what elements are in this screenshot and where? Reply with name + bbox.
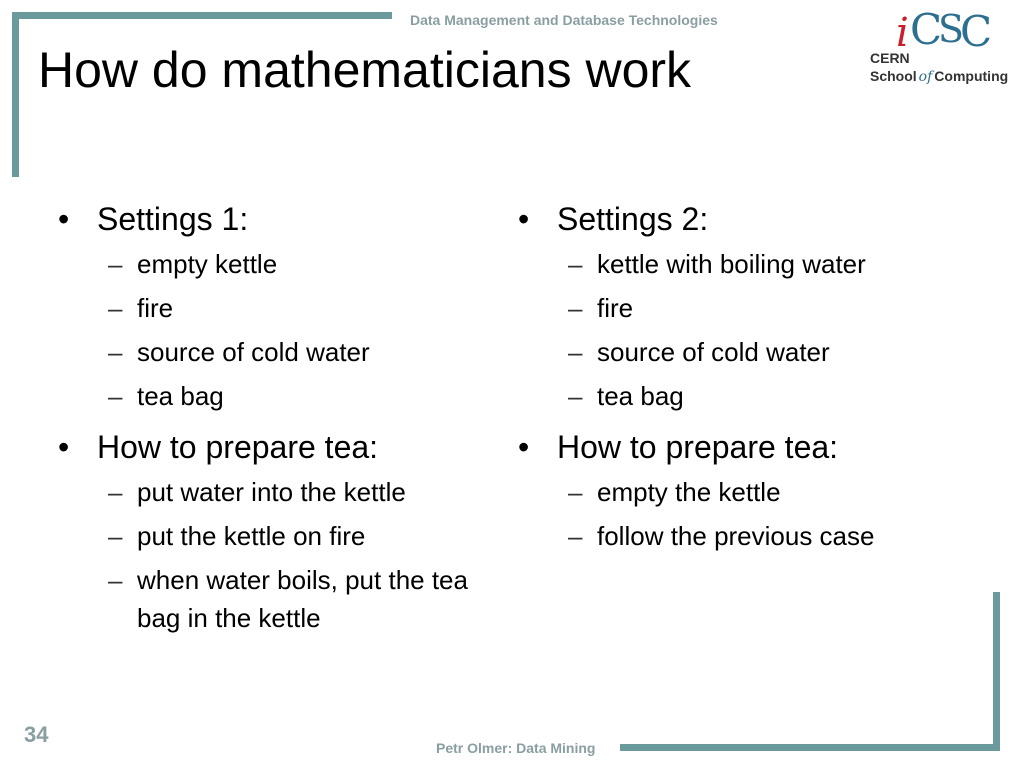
bullet-settings-2	[518, 197, 958, 241]
dash-icon: –	[568, 337, 583, 367]
list-item: – tea bag	[58, 377, 498, 415]
dash-icon: –	[568, 477, 583, 507]
page-number: 34	[24, 722, 49, 747]
dash-icon: –	[568, 381, 583, 411]
footer-author: Petr Olmer: Data Mining	[436, 740, 596, 756]
dash-icon: –	[108, 477, 123, 507]
list-item: – put the kettle on fire	[58, 517, 498, 555]
list-item: – source of cold water	[58, 333, 498, 371]
list-item: – tea bag	[518, 377, 958, 415]
logo-school-text	[870, 68, 1008, 85]
steps-list	[518, 473, 958, 555]
icsc-logo	[862, 4, 1014, 88]
list-item: – when water boils, put the tea bag in the kettle	[58, 561, 497, 637]
bullet-dot-icon: •	[518, 429, 530, 465]
bullet-how-to-prepare-1	[58, 425, 498, 469]
left-column	[58, 197, 498, 647]
slide-title: How do mathematicians work	[38, 42, 692, 98]
svg-text:C: C	[960, 7, 993, 54]
bullet-dot-icon: •	[58, 201, 70, 237]
logo-cern-text: CERN	[870, 50, 910, 66]
list-item: – follow the previous case	[518, 517, 958, 555]
dash-icon: –	[568, 521, 583, 551]
settings-list	[518, 245, 958, 415]
course-header: Data Management and Database Technologies	[410, 12, 718, 28]
frame-top-bar	[12, 12, 392, 19]
list-item: – empty kettle	[58, 245, 498, 283]
svg-text:i: i	[896, 10, 909, 54]
dash-icon: –	[108, 293, 123, 323]
list-item: – source of cold water	[518, 333, 958, 371]
bullet-dot-icon: •	[58, 429, 70, 465]
right-column	[518, 197, 958, 565]
list-item: – empty the kettle	[518, 473, 958, 511]
dash-icon: –	[568, 249, 583, 279]
dash-icon: –	[108, 381, 123, 411]
dash-icon: –	[108, 337, 123, 367]
steps-heading: How to prepare tea:	[97, 429, 379, 465]
frame-right-bar	[993, 592, 1000, 751]
list-item: – fire	[518, 289, 958, 327]
logo-school-word: School	[870, 68, 917, 84]
list-item: – kettle with boiling water	[518, 245, 958, 283]
dash-icon: –	[108, 249, 123, 279]
logo-computing-word: Computing	[934, 68, 1009, 84]
steps-heading: How to prepare tea:	[557, 429, 839, 465]
bullet-settings-1	[58, 197, 498, 241]
settings-heading: Settings 2:	[557, 201, 709, 237]
frame-bottom-bar	[620, 744, 1000, 751]
bullet-how-to-prepare-2	[518, 425, 958, 469]
svg-text:C: C	[910, 5, 943, 54]
dash-icon: –	[108, 521, 123, 551]
list-item: – fire	[58, 289, 498, 327]
svg-text:S: S	[938, 7, 965, 51]
settings-heading: Settings 1:	[97, 201, 249, 237]
dash-icon: –	[568, 293, 583, 323]
icsc-logo-mark	[862, 4, 1014, 54]
list-item: – put water into the kettle	[58, 473, 498, 511]
steps-list	[58, 473, 498, 637]
settings-list	[58, 245, 498, 415]
logo-of-word: of	[918, 69, 933, 85]
dash-icon: –	[108, 565, 123, 595]
bullet-dot-icon: •	[518, 201, 530, 237]
frame-left-bar	[12, 12, 19, 177]
